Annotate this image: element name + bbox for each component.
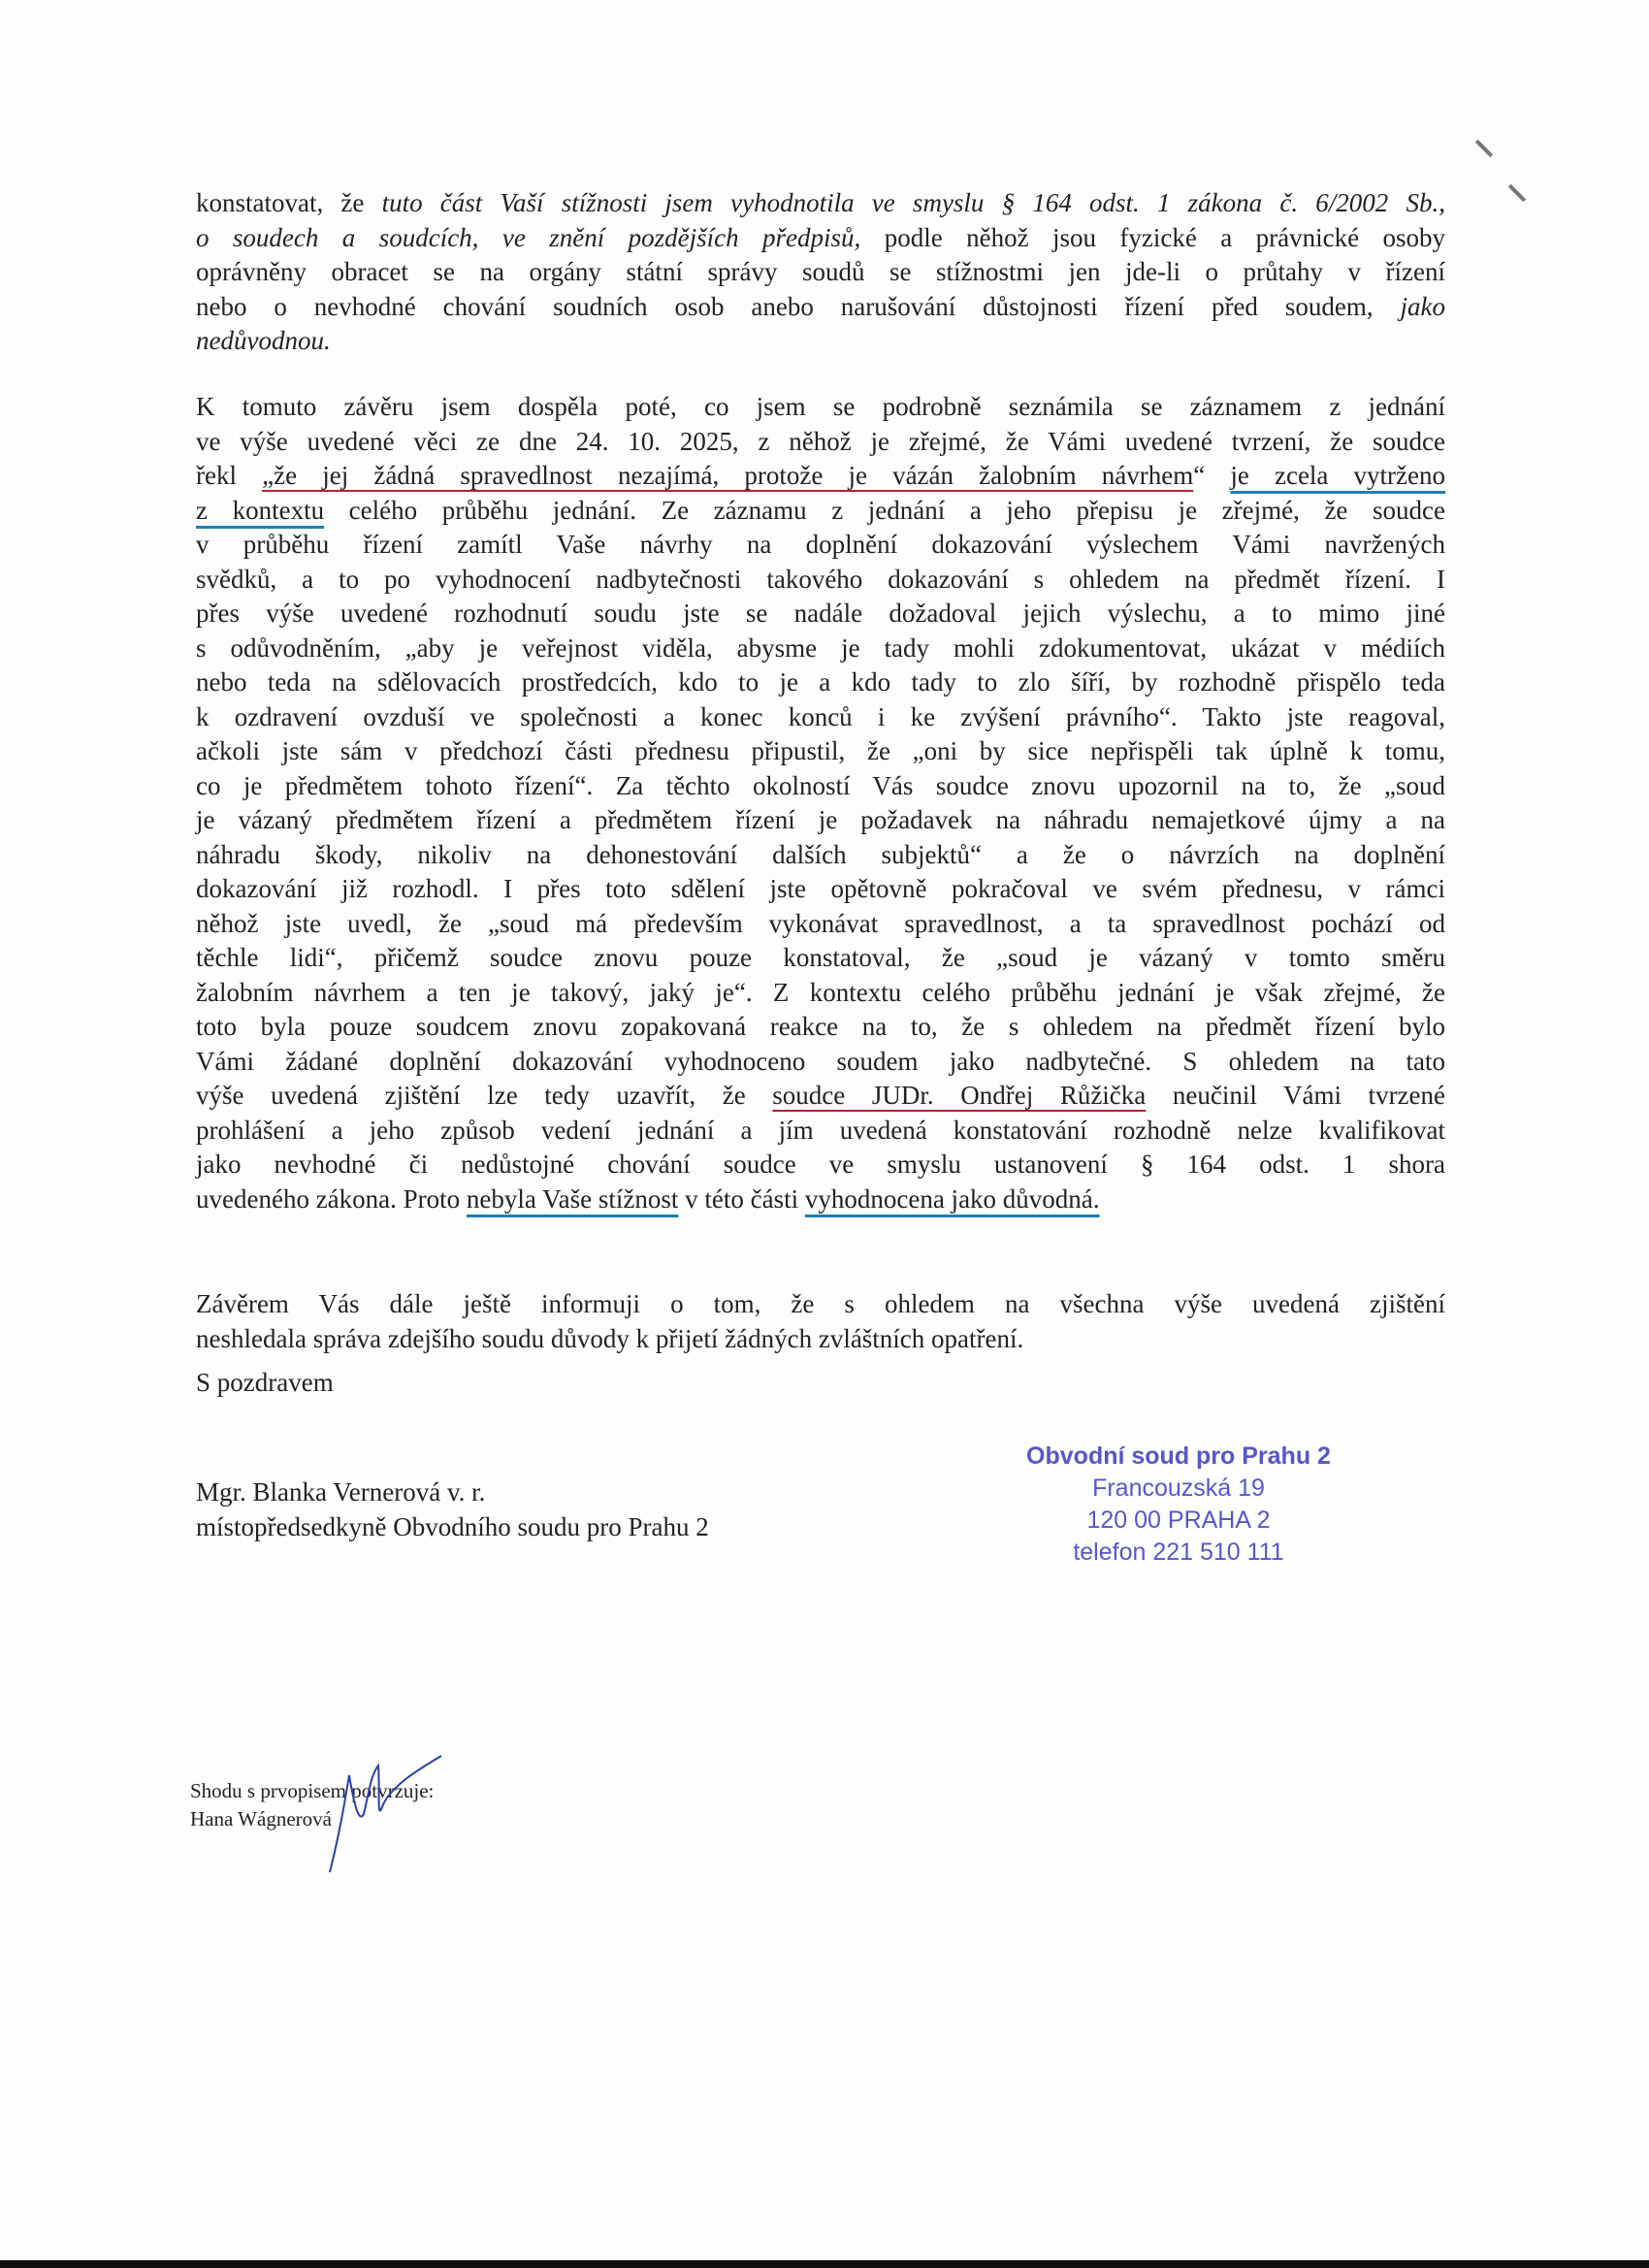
text-line xyxy=(196,290,1445,325)
certifier-name: Hana Wágnerová xyxy=(190,1807,332,1831)
text-segment: jako xyxy=(1400,291,1445,321)
text-segment: nebo teda na sdělovacích prostředcích, kdo to je a kdo tady to zlo šíří, by rozhodně přispělo teda xyxy=(196,667,1445,697)
text-segment: podle něhož jsou fyzické a právnické osoby xyxy=(860,222,1445,252)
text-line xyxy=(196,390,1445,425)
text-segment: nedůvodnou. xyxy=(196,326,331,355)
text-segment: Závěrem Vás dále ještě informuji o tom, že s ohledem na všechna výše uvedená zjištění xyxy=(196,1289,1445,1318)
text-segment: náhradu škody, nikoliv na dehonestování dalších subjektů“ a že o návrzích na doplnění xyxy=(196,839,1445,869)
court-stamp xyxy=(980,1441,1377,1569)
text-segment: jako nevhodné či nedůstojné chování soudce ve smyslu ustanovení § 164 odst. 1 shora xyxy=(196,1150,1445,1179)
text-line xyxy=(196,221,1445,256)
text-line xyxy=(196,941,1445,976)
text-segment: v průběhu řízení zamítl Vaše návrhy na doplnění dokazování výslechem Vámi navržených xyxy=(196,530,1445,559)
text-segment: oprávněny obracet se na orgány státní správy soudů se stížnostmi jen jde-li o průtahy v řízení xyxy=(196,257,1445,286)
text-segment: uvedeného zákona. Proto xyxy=(196,1183,467,1214)
text-line xyxy=(196,528,1445,563)
underlined-text: z kontextu xyxy=(196,495,325,525)
text-segment: s odůvodněním, „aby je veřejnost viděla, abysme je tady mohli zdokumentovat, ukázat v médiích xyxy=(196,632,1445,663)
text-line xyxy=(196,459,1445,494)
text-line xyxy=(196,1010,1445,1045)
text-line xyxy=(196,255,1445,290)
text-segment: konstatovat, že xyxy=(196,188,382,217)
text-line xyxy=(196,324,1445,359)
certification-label: Shodu s prvopisem potvrzuje: xyxy=(190,1779,435,1802)
underlined-text: nebyla Vaše stížnost xyxy=(466,1183,679,1214)
text-line xyxy=(196,907,1445,942)
handwritten-signature xyxy=(310,1746,456,1882)
text-line xyxy=(196,425,1445,460)
underlined-text: vyhodnocena jako důvodná. xyxy=(804,1183,1100,1214)
stamp-street: Francouzská 19 xyxy=(1092,1474,1265,1502)
paragraph-conclusion xyxy=(196,1287,1445,1356)
text-line xyxy=(196,769,1445,804)
stamp-title: Obvodní soud pro Prahu 2 xyxy=(1026,1442,1331,1470)
text-segment: řekl xyxy=(196,461,263,490)
signatory-role: místopředsedkyně Obvodního soudu pro Prahu 2 xyxy=(196,1512,709,1541)
text-segment: v této části xyxy=(678,1183,805,1214)
text-line xyxy=(196,976,1445,1011)
text-line xyxy=(196,494,1445,529)
text-line xyxy=(196,838,1445,873)
text-segment: svědků, a to po vyhodnocení nadbytečnosti takového dokazování s ohledem na předmět řízení. I xyxy=(196,564,1445,594)
text-line xyxy=(196,1322,1445,1357)
text-line xyxy=(196,1287,1445,1322)
text-segment: dokazování již rozhodl. I přes toto sdělení jste opětovně pokračoval ve svém přednesu, v rámci xyxy=(196,874,1445,903)
text-line xyxy=(196,700,1445,735)
text-line xyxy=(196,665,1445,700)
text-segment: Vámi žádané doplnění dokazování vyhodnoceno soudem jako nadbytečné. S ohledem na tato xyxy=(196,1046,1445,1076)
text-segment: výše uvedená zjištění lze tedy uzavřít, že xyxy=(196,1081,773,1110)
text-segment: žalobním návrhem a ten je takový, jaký je“. Z kontextu celého průběhu jednání je však zřejmé, že xyxy=(196,977,1445,1007)
underlined-text: „že jej žádná spravedlnost nezajímá, protože je vázán žalobním návrhem xyxy=(262,461,1194,490)
text-segment: něhož jste uvedl, že „soud má především vykonávat spravedlnost, a ta spravedlnost pochází od xyxy=(196,908,1445,938)
underlined-text: je zcela vytrženo xyxy=(1230,461,1446,490)
paragraph-complaint-evaluation xyxy=(196,186,1445,359)
scan-mark xyxy=(1475,140,1493,157)
text-line xyxy=(196,1148,1445,1183)
text-line xyxy=(196,734,1445,769)
text-segment: neshledala správa zdejšího soudu důvody k přijetí žádných zvláštních opatření. xyxy=(196,1323,1024,1353)
text-line xyxy=(196,1045,1445,1080)
text-line xyxy=(196,1079,1445,1114)
text-line xyxy=(196,563,1445,598)
text-segment: k ozdravení ovzduší ve společnosti a konec konců i ke zvýšení právního“. Takto jste reagoval, xyxy=(196,701,1445,731)
text-segment: těchle lidi“, přičemž soudce znovu pouze konstatoval, že „soud je vázaný v tomto směru xyxy=(196,943,1445,972)
signatory-name: Mgr. Blanka Vernerová v. r. xyxy=(196,1477,486,1507)
text-line xyxy=(196,1183,1445,1217)
text-segment: “ xyxy=(1193,461,1231,490)
text-segment: co je předmětem tohoto řízení“. Za těchto okolností Vás soudce znovu upozornil na to, že „soud xyxy=(196,770,1445,800)
text-segment: K tomuto závěru jsem dospěla poté, co jsem se podrobně seznámila se záznamem z jednání xyxy=(196,392,1445,421)
text-line xyxy=(196,632,1445,666)
scan-edge xyxy=(0,2260,1649,2268)
text-line xyxy=(196,803,1445,838)
scan-mark xyxy=(1508,184,1526,202)
text-segment: ačkoli jste sám v předchozí části přednesu připustil, že „oni by sice nepřispěli tak úplně k tomu, xyxy=(196,736,1445,765)
closing-greeting: S pozdravem xyxy=(196,1368,334,1397)
stamp-city: 120 00 PRAHA 2 xyxy=(1086,1507,1271,1534)
text-segment: toto byla pouze soudcem znovu zopakovaná reakce na to, že s ohledem na předmět řízení bylo xyxy=(196,1012,1445,1041)
text-line xyxy=(196,186,1445,221)
text-segment: přes výše uvedené rozhodnutí soudu jste se nadále dožadoval jejich výslechu, a to mimo jiné xyxy=(196,599,1445,628)
text-segment: o soudech a soudcích, ve znění pozdějších předpisů, xyxy=(196,222,861,252)
stamp-phone: telefon 221 510 111 xyxy=(1073,1539,1284,1566)
text-line xyxy=(196,1114,1445,1149)
text-segment: neučinil Vámi tvrzené xyxy=(1146,1081,1446,1110)
text-line xyxy=(196,597,1445,632)
text-line xyxy=(196,872,1445,907)
text-segment: je vázaný předmětem řízení a předmětem řízení je požadavek na náhradu nemajetkové újmy a na xyxy=(196,805,1445,834)
text-segment: tuto část Vaší stížnosti jsem vyhodnotila ve smyslu § 164 odst. 1 zákona č. 6/2002 Sb., xyxy=(381,188,1445,217)
underlined-text: soudce JUDr. Ondřej Růžička xyxy=(772,1081,1147,1110)
text-segment: celého průběhu jednání. Ze záznamu z jednání a jeho přepisu je zřejmé, že soudce xyxy=(324,495,1445,525)
text-segment: ve výše uvedené věci ze dne 24. 10. 2025, z něhož je zřejmé, že Vámi uvedené tvrzení, že soudce xyxy=(196,426,1445,456)
text-segment: nebo o nevhodné chování soudních osob anebo narušování důstojnosti řízení před soudem, xyxy=(196,291,1401,321)
text-segment: prohlášení a jeho způsob vedení jednání a jím uvedená konstatování rozhodně nelze kvalifikovat xyxy=(196,1115,1445,1145)
paragraph-findings xyxy=(196,390,1445,1216)
